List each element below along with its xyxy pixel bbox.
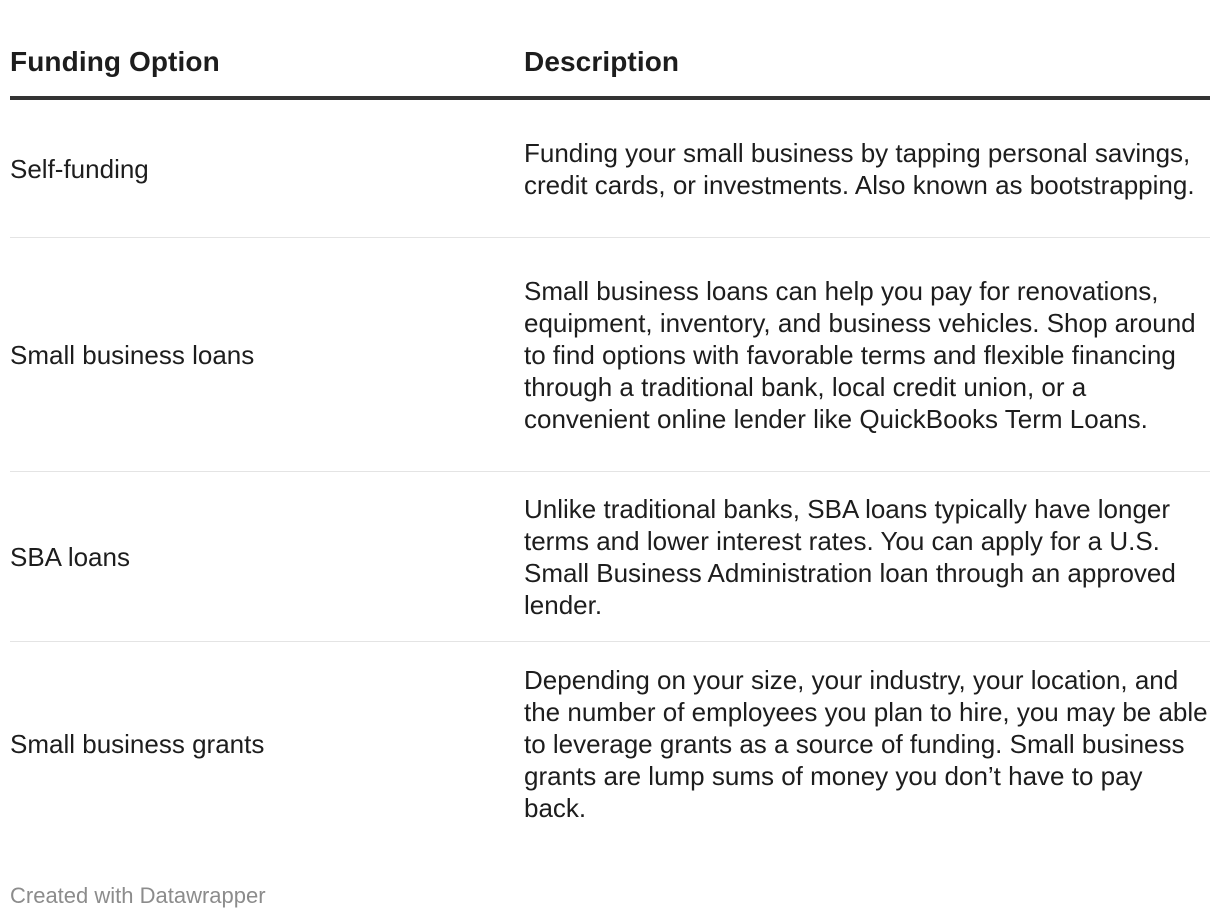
description-text: Funding your small business by tapping personal savings, credit cards, or investments. Also known as bootstrapping.	[524, 137, 1195, 200]
description-cell	[524, 642, 1210, 846]
funding-option-cell: SBA loans	[10, 472, 524, 642]
funding-option-cell: Small business grants	[10, 728, 265, 759]
funding-option-cell: Self-funding	[10, 98, 524, 238]
table-header-row	[10, 40, 1210, 98]
description-cell	[524, 98, 1210, 238]
column-header-description: Description	[524, 40, 1210, 98]
column-header-funding-option: Funding Option	[10, 40, 524, 98]
funding-option-cell: Small business loans	[10, 238, 524, 472]
funding-options-table	[10, 40, 1210, 845]
description-cell	[524, 472, 1210, 642]
description-cell	[524, 238, 1210, 472]
table-row	[10, 238, 1210, 472]
table-header	[10, 40, 1210, 98]
table-row	[10, 472, 1210, 642]
description-text: Small business loans can help you pay for renovations, equipment, inventory, and business vehicles. Shop around to find options with favorable terms and flexible financing through a traditional bank, local credit union, or a convenient online lender like QuickBooks Term Loans.	[524, 275, 1196, 434]
description-text: Unlike traditional banks, SBA loans typically have longer terms and lower interest rates. You can apply for a U.S. Small Business Administration loan through an approved lender.	[524, 493, 1176, 620]
table-body	[10, 98, 1210, 845]
funding-options-table-container	[10, 40, 1210, 845]
description-text: Depending on your size, your industry, your location, and the number of employees you plan to hire, you may be able to leverage grants as a source of funding. Small business grants are lump sums of money you don’t have to pay back.	[524, 664, 1208, 823]
table-row	[10, 98, 1210, 238]
datawrapper-credit: Created with Datawrapper	[10, 883, 266, 908]
table-row	[10, 642, 1210, 846]
